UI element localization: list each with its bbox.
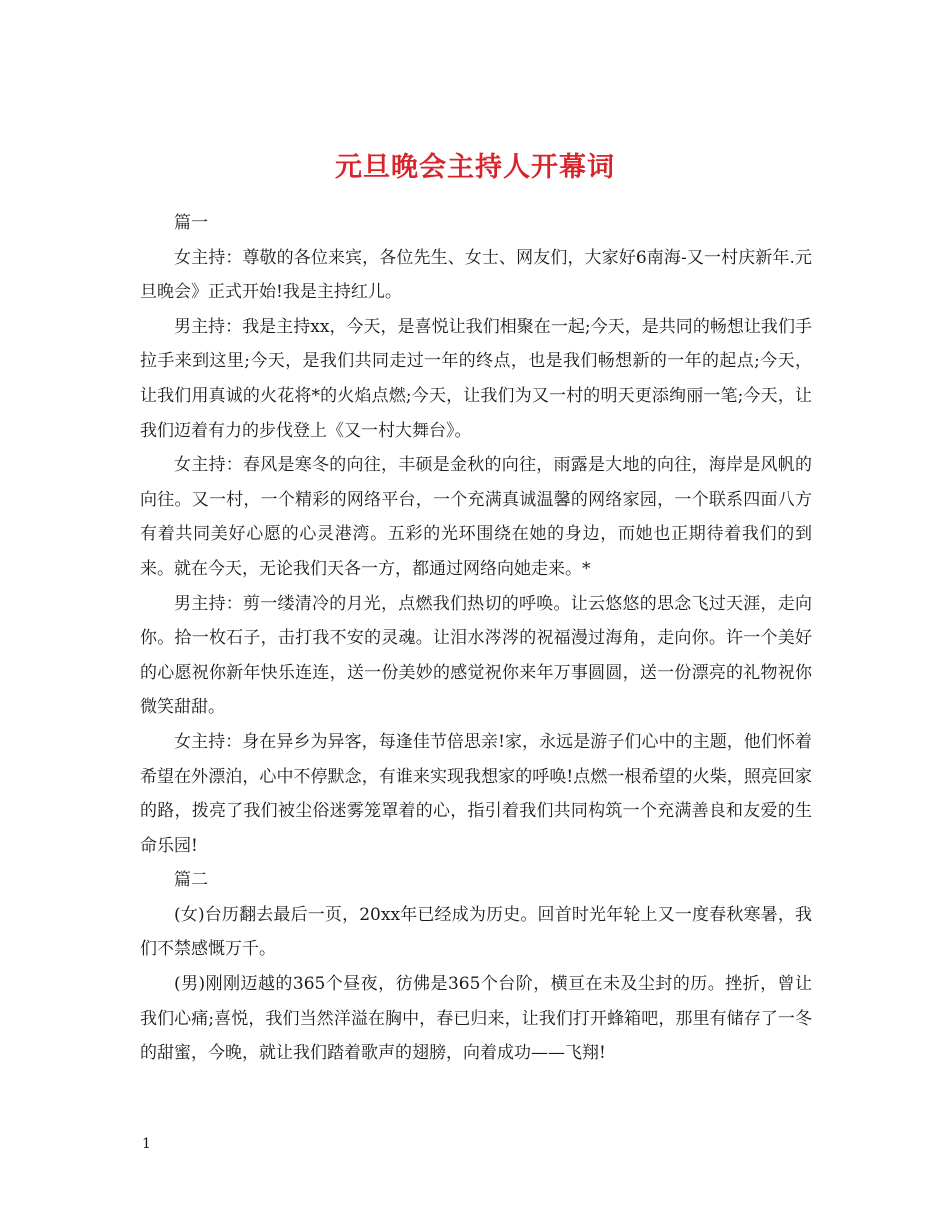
paragraph: 女主持：春风是寒冬的向往，丰硕是金秋的向往，雨露是大地的向往，海岸是风帆的向往。又一村，一个精彩的网络平台，一个充满真诚温馨的网络家园，一个联系四面八方有着共同美好心愿的心灵港湾。五彩的光环围绕在她的身边，而她也正期待着我们的到来。就在今天，无论我们天各一方，都通过网络向她走来。*: [140, 455, 812, 579]
paragraph: 女主持：身在异乡为异客，每逢佳节倍思亲!家，永远是游子们心中的主题，他们怀着希望在外漂泊，心中不停默念，有谁来实现我想家的呼唤!点燃一根希望的火柴，照亮回家的路，拨亮了我们被尘俗迷雾笼罩着的心，指引着我们共同构筑一个充满善良和友爱的生命乐园!: [140, 731, 812, 856]
paragraph: (男)刚刚迈越的365个昼夜，彷佛是365个台阶，横亘在未及尘封的历。挫折，曾让我们心痛;喜悦，我们当然洋溢在胸中，春已归来，让我们打开蜂箱吧，那里有储存了一冬的甜蜜，今晚，就让我们踏着歌声的翅膀，向着成功——飞翔!: [140, 974, 812, 1064]
paragraph: 女主持：尊敬的各位来宾，各位先生、女士、网友们，大家好6南海-又一村庆新年.元旦晚会》正式开始!我是主持红儿。: [140, 247, 812, 303]
document-body: [140, 206, 812, 1071]
page-number: 1: [142, 1136, 151, 1152]
paragraph: 男主持：我是主持xx，今天，是喜悦让我们相聚在一起;今天，是共同的畅想让我们手拉手来到这里;今天，是我们共同走过一年的终点，也是我们畅想新的一年的起点;今天，让我们用真诚的火花将*的火焰点燃;今天，让我们为又一村的明天更添绚丽一笔;今天，让我们迈着有力的步伐登上《又一村大舞台》。: [140, 316, 812, 441]
section-heading: 篇一: [174, 213, 208, 233]
paragraph: 男主持：剪一缕清冷的月光，点燃我们热切的呼唤。让云悠悠的思念飞过天涯，走向你。拾一枚石子，击打我不安的灵魂。让泪水涔涔的祝福漫过海角，走向你。许一个美好的心愿祝你新年快乐连连，送一份美妙的感觉祝你来年万事圆圆，送一份漂亮的礼物祝你微笑甜甜。: [140, 593, 812, 718]
page-title: 元旦晚会主持人开幕词: [335, 152, 615, 184]
paragraph: (女)台历翻去最后一页，20xx年已经成为历史。回首时光年轮上又一度春秋寒暑，我们不禁感慨万千。: [140, 904, 812, 960]
section-heading: 篇二: [174, 870, 208, 891]
